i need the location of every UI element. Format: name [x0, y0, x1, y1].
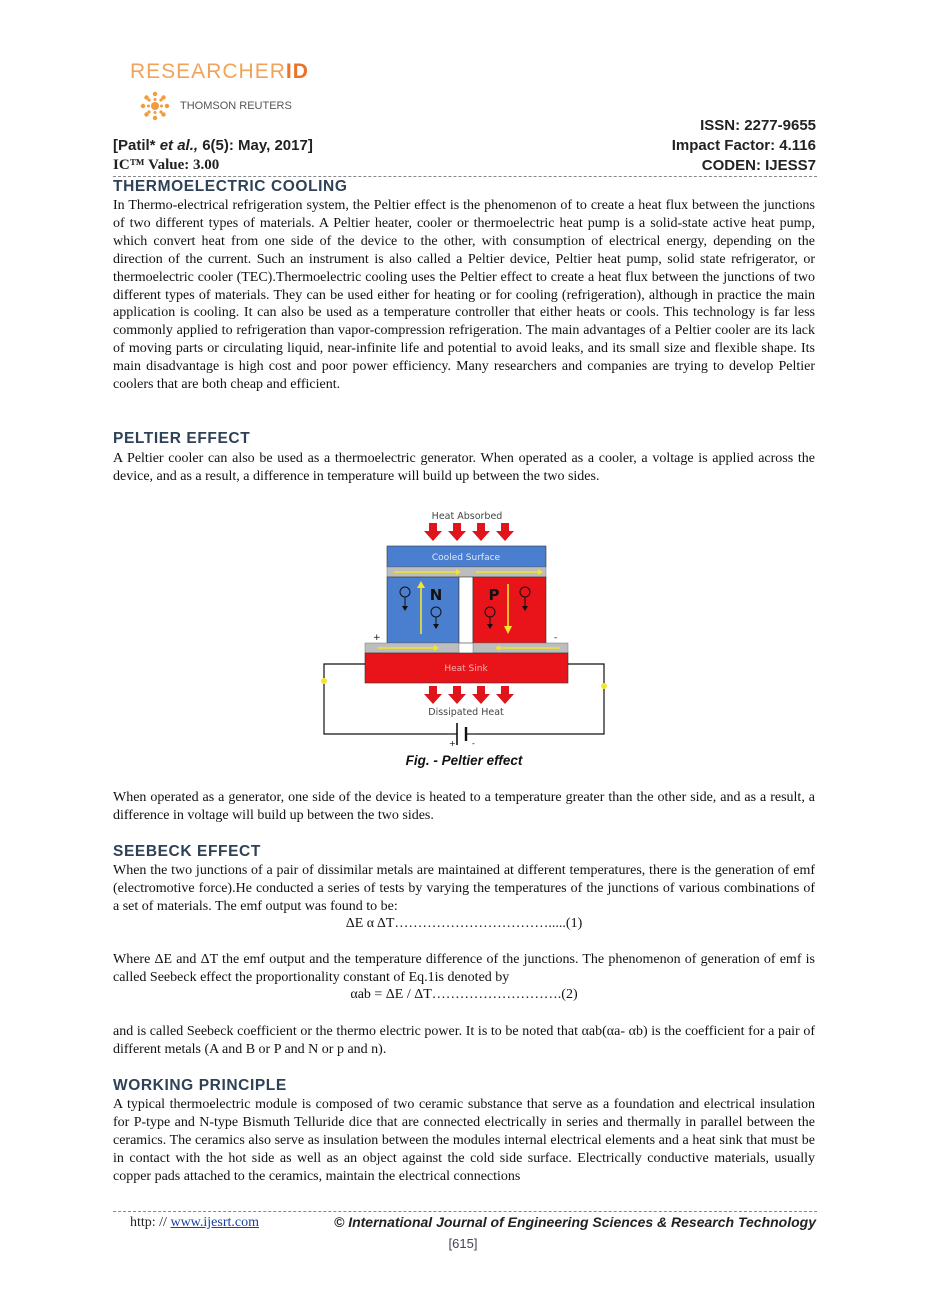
journal-website-link[interactable]: www.ijesrt.com — [170, 1215, 259, 1230]
section-title-thermoelectric-cooling: THERMOELECTRIC COOLING — [113, 178, 348, 195]
thomson-reuters-icon — [138, 89, 172, 123]
p-label: P — [488, 586, 500, 604]
citation-etal: et al., — [159, 137, 199, 154]
footer-rule — [113, 1211, 817, 1212]
battery-plus: + — [449, 739, 456, 748]
footer-url-prefix: http: // — [130, 1215, 171, 1230]
peltier-generator-body: When operated as a generator, one side of the device is heated to a temperature greater than the other side, and as a result, a difference in voltage will build up between the two sides. — [113, 790, 815, 823]
ic-value: IC™ Value: 3.00 — [113, 157, 220, 173]
publisher-name: THOMSON REUTERS — [180, 100, 292, 112]
header-rule — [113, 176, 817, 177]
page-number: [615] — [448, 1236, 478, 1251]
logo-id-text: ID — [285, 60, 309, 83]
dissipated-heat-arrows — [424, 686, 514, 704]
equation-2: αab = ΔE / ΔT……………………….(2) — [350, 987, 578, 1002]
issn: ISSN: 2277-9655 — [700, 117, 816, 134]
seebeck-body-2: Where ΔE and ΔT the emf output and the temperature difference of the junctions. The phenomenon of generation of emf is called Seebeck effect the proportionality constant of Eq.1is denoted by — [113, 952, 815, 985]
working-principle-body: A typical thermoelectric module is composed of two ceramic substance that serve as a foundation and electrical insulation for P-type and N-type Bismuth Telluride dice that are connected electrically in series and thermally in parallel between the ceramics. The ceramics also serve as insulation between the modules internal electrical elements and a heat sink that must be in contact with the hot side as well as an object against the cold side surface. Electrically conductive materials, usually copper pads attached to the ceramics, maintain the electrical connections — [113, 1097, 815, 1184]
equation-1: ΔE α ΔT…………………………….....(1) — [345, 916, 583, 931]
thomson-reuters-logo — [138, 89, 292, 123]
dissipated-heat-label: Dissipated Heat — [428, 707, 504, 718]
heat-absorbed-label: Heat Absorbed — [431, 511, 503, 522]
figure-caption: Fig. - Peltier effect — [405, 753, 523, 768]
footer-url — [130, 1215, 259, 1231]
heat-absorbed-arrows — [424, 523, 514, 541]
section-title-seebeck-effect: SEEBECK EFFECT — [113, 843, 261, 860]
p-type-block — [473, 577, 546, 643]
logo-researcher-text: RESEARCHER — [130, 60, 286, 83]
heat-sink-label: Heat Sink — [444, 664, 488, 674]
minus-terminal-top: - — [554, 633, 558, 643]
coden: CODEN: IJESS7 — [701, 157, 816, 174]
peltier-effect-figure — [318, 506, 610, 750]
thermoelectric-cooling-body: In Thermo-electrical refrigeration system, the Peltier effect is the phenomenon of to create a heat flux between the junctions of two different types of materials. A Peltier heater, cooler or thermoelectric heat pump is a solid-state active heat pump, which convert heat from one side of the device to the other, with consumption of electrical energy, depending on the direction of the current. Such an instrument is also called a Peltier device, Peltier heat pump, solid state refrigerator, or thermoelectric cooler (TEC).Thermoelectric cooling uses the Peltier effect to create a heat flux between the junctions of two different types of materials. They can be used either for heating or for cooling (refrigeration), although in practice the main application is cooling. It can also be used as a temperature controller that either heats or cools. This technology is far less commonly applied to refrigeration than vapor-compression refrigeration. The main advantages of a Peltier cooler are its lack of moving parts or circulating liquid, near-infinite life and potential to avoid leaks, and its small size and flexible shape. Its main disadvantage is high cost and poor power efficiency. Many researchers and companies are trying to develop Peltier coolers that are both cheap and efficient. — [113, 198, 815, 393]
footer-journal-name: © International Journal of Engineering Sciences & Research Technology — [333, 1214, 816, 1230]
researcherid-logo — [130, 60, 309, 84]
impact-factor: Impact Factor: 4.116 — [671, 137, 816, 154]
plus-terminal-top: + — [373, 633, 381, 643]
citation-prefix: [Patil* — [113, 137, 160, 154]
seebeck-body-3: and is called Seebeck coefficient or the thermo electric power. It is to be noted that αab(αa- αb) is the coefficient for a pair of different metals (A and B or P and N or p and n). — [113, 1024, 815, 1057]
seebeck-body-1: When the two junctions of a pair of dissimilar metals are maintained at different temperatures, there is the generation of emf (electromotive force).He conducted a series of tests by varying the temperatures of the junctions of various combinations of a set of materials. The emf output was found to be: — [113, 863, 815, 914]
peltier-effect-body: A Peltier cooler can also be used as a thermoelectric generator. When operated as a cooler, a voltage is applied across the device, and as a result, a difference in temperature will build up between the two sides. — [113, 451, 815, 484]
section-title-working-principle: WORKING PRINCIPLE — [113, 1077, 287, 1094]
citation — [113, 137, 313, 154]
n-label: N — [429, 586, 443, 604]
battery-minus: - — [472, 739, 475, 748]
section-title-peltier-effect: PELTIER EFFECT — [113, 430, 251, 447]
citation-rest: 6(5): May, 2017] — [198, 137, 313, 154]
cooled-surface-label: Cooled Surface — [431, 553, 501, 563]
